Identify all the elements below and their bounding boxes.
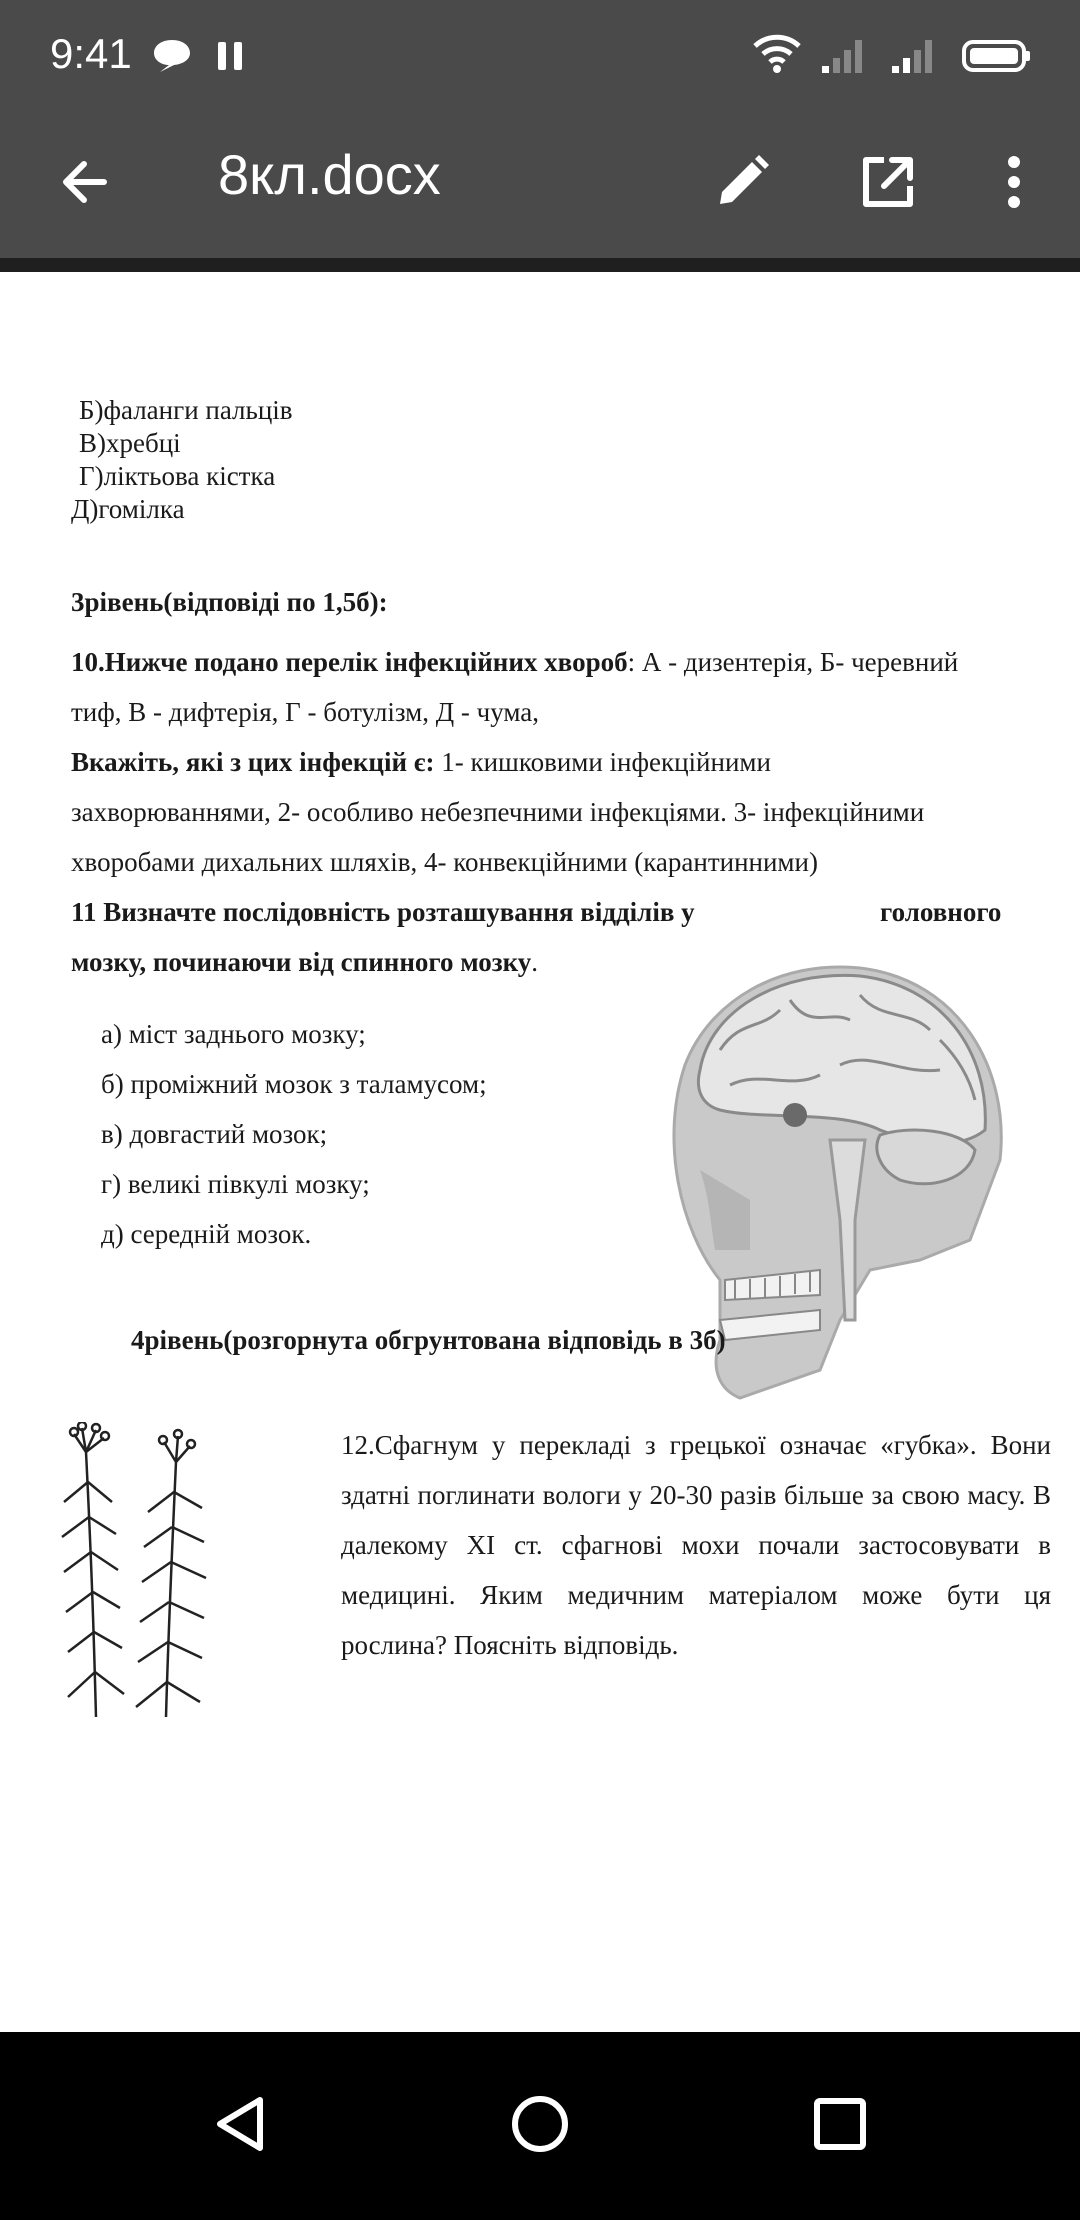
q11-option: в) довгастий мозок; [101, 1119, 328, 1149]
status-bar [0, 0, 1080, 112]
q12-text: 12.Сфагнум у перекладі з грецької означає «губка». Вони здатні поглинати вологи у 20-30 разів більше за свою масу. В далекому XI ст. сфагнові мохи почали застосовувати в медицині. Яким медичним матеріалом може бути ця рослина? Поясніть відповідь. [341, 1430, 1051, 1660]
pause-icon [216, 40, 246, 77]
q11-line2-bold: мозку, починаючи від спинного мозку [71, 947, 532, 977]
q11-line2 [71, 946, 538, 978]
nav-back-icon [210, 2094, 270, 2159]
chat-bubble-icon [152, 38, 192, 79]
more-vert-icon [1004, 154, 1024, 215]
level4-heading: 4рівень(розгорнута обгрунтована відповідь в 3б) [131, 1325, 726, 1355]
q11-line1: 11 Визначте послідовність розташування відділів у [71, 897, 695, 927]
more-options-button[interactable] [966, 136, 1062, 232]
navigation-bar [0, 2032, 1080, 2220]
q10-instruction: Вкажіть, які з цих інфекцій є: [71, 747, 435, 777]
q10-line4: захворюваннями, 2- особливо небезпечними інфекціями. 3- інфекційними [71, 797, 925, 827]
q10-line5: хворобами дихальних шляхів, 4- конвекційними (карантинними) [71, 847, 818, 877]
q10-title: 10.Нижче подано перелік інфекційних хвороб [71, 647, 628, 677]
nav-recents-button[interactable] [790, 2076, 890, 2176]
q10-instruction-rest: 1- кишковими інфекційними [434, 747, 771, 777]
q11-line1-tail: головного [880, 897, 1002, 927]
q10-line2: тиф, В - дифтерія, Г - ботулізм, Д - чума, [71, 697, 539, 727]
app-bar [0, 112, 1080, 258]
battery-icon [962, 40, 1032, 77]
nav-back-button[interactable] [190, 2076, 290, 2176]
nav-home-icon [509, 2093, 571, 2160]
q11-line2-rest: . [531, 947, 539, 977]
q11-option: а) міст заднього мозку; [101, 1019, 366, 1049]
open-external-button[interactable] [840, 136, 936, 232]
open-in-new-icon [860, 154, 916, 215]
option-line: Б)фаланги пальців [79, 395, 293, 425]
edit-button[interactable] [694, 136, 790, 232]
q11-option: д) середній мозок. [101, 1219, 312, 1249]
q10-line1 [71, 646, 958, 678]
level3-heading: 3рівень(відповіді по 1,5б): [71, 587, 388, 617]
sphagnum-moss-illustration [56, 1422, 226, 1722]
nav-recents-icon [812, 2096, 868, 2157]
pencil-icon [714, 154, 770, 215]
option-line: Г)ліктьова кістка [79, 461, 276, 491]
document-page[interactable] [0, 272, 1080, 2032]
option-line: В)хребці [79, 428, 181, 458]
wifi-icon [752, 34, 802, 79]
signal-icon [820, 38, 868, 79]
q11-option: г) великі півкулі мозку; [101, 1169, 370, 1199]
document-title: 8кл.docx [218, 143, 441, 206]
q11-option: б) проміжний мозок з таламусом; [101, 1069, 487, 1099]
q10-list: : А - дизентерія, Б- черевний [627, 647, 959, 677]
back-button[interactable] [36, 136, 132, 232]
arrow-left-icon [58, 156, 110, 213]
option-line: Д)гомілка [71, 494, 185, 524]
signal-icon [890, 38, 938, 79]
q10-line3 [71, 746, 771, 778]
nav-home-button[interactable] [490, 2076, 590, 2176]
status-time: 9:41 [50, 30, 132, 77]
app-bar-divider [0, 258, 1080, 272]
